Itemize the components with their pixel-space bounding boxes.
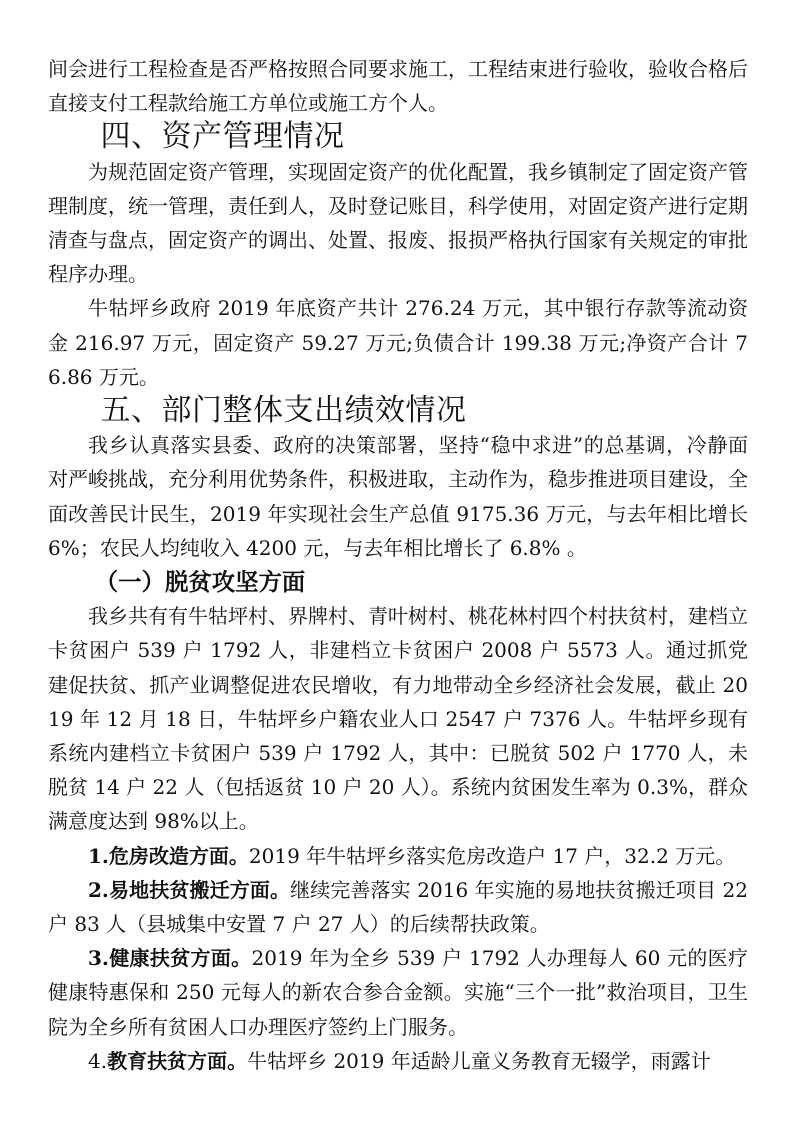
- intro-paragraph: 间会进行工程检查是否严格按照合同要求施工，工程结束进行验收，验收合格后直接支付工程款给施工方单位或施工方个人。: [48, 57, 748, 116]
- performance-paragraph: 我乡认真落实县委、政府的决策部署，坚持“稳中求进”的总基调，冷静面对严峻挑战，充分利用优势条件，积极进取，主动作为，稳步推进项目建设，全面改善民计民生，2019 年实现社会生产总值 9175.36 万元，与去年相比增长 6%；农民人均纯收入 4200 元，与去年相比增长了 6.8% 。: [48, 433, 748, 560]
- item-education-lead: 教育扶贫方面。: [107, 1048, 248, 1073]
- item-education-text: 牛牯坪乡 2019 年适龄儿童义务教育无辍学，雨露计: [247, 1048, 711, 1073]
- item-housing-renovation: [48, 839, 748, 873]
- item-health-lead: 3.健康扶贫方面。: [88, 946, 252, 971]
- section-heading-performance: 五、部门整体支出绩效情况: [100, 393, 467, 429]
- item-health: [48, 941, 748, 1044]
- subheading-poverty-alleviation: （一）脱贫攻坚方面: [94, 568, 306, 597]
- item-housing-text: 2019 年牛牯坪乡落实危房改造户 17 户，32.2 万元。: [248, 843, 736, 868]
- asset-management-paragraph: 为规范固定资产管理，实现固定资产的优化配置，我乡镇制定了固定资产管理制度，统一管理，责任到人，及时登记账目，科学使用，对固定资产进行定期清查与盘点，固定资产的调出、处置、报废、报损严格执行国家有关规定的审批程序办理。: [48, 159, 748, 287]
- item-education-number: 4.: [88, 1048, 108, 1073]
- item-relocation-text: 继续完善落实 2016 年实施的易地扶贫搬迁项目 22 户 83 人（县城集中安置 7 户 27 人）的后续帮扶政策。: [48, 877, 748, 937]
- document-page: [48, 52, 748, 1078]
- asset-figures-paragraph: 牛牯坪乡政府 2019 年底资产共计 276.24 万元，其中银行存款等流动资金 216.97 万元，固定资产 59.27 万元;负债合计 199.38 万元;净资产合计 76.86 万元。: [48, 296, 748, 389]
- item-health-text: 2019 年为全乡 539 户 1792 人办理每人 60 元的医疗健康特惠保和 250 元每人的新农合参合金额。实施“三个一批”救治项目，卫生院为全乡所有贫困人口办理医疗签约上门服务。: [48, 946, 748, 1039]
- section-heading-asset-management: 四、资产管理情况: [100, 119, 345, 155]
- item-housing-lead: 1.危房改造方面。: [88, 843, 249, 868]
- item-relocation-lead: 2.易地扶贫搬迁方面。: [88, 877, 291, 902]
- item-education: [48, 1044, 748, 1078]
- poverty-paragraph: 我乡共有有牛牯坪村、界牌村、青叶树村、桃花林村四个村扶贫村，建档立卡贫困户 539 户 1792 人，非建档立卡贫困户 2008 户 5573 人。通过抓党建促扶贫、抓产业调整促进农民增收，有力地带动全乡经济社会发展，截止 2019 年 12 月 18 日，牛牯坪乡户籍农业人口 2547 户 7376 人。牛牯坪乡现有系统内建档立卡贫困户 539 户 1792 人，其中：已脱贫 502 户 1770 人，未脱贫 14 户 22 人（包括返贫 10 户 20 人）。系统内贫困发生率为 0.3%，群众满意度达到 98%以上。: [48, 604, 748, 834]
- item-relocation: [48, 873, 748, 941]
